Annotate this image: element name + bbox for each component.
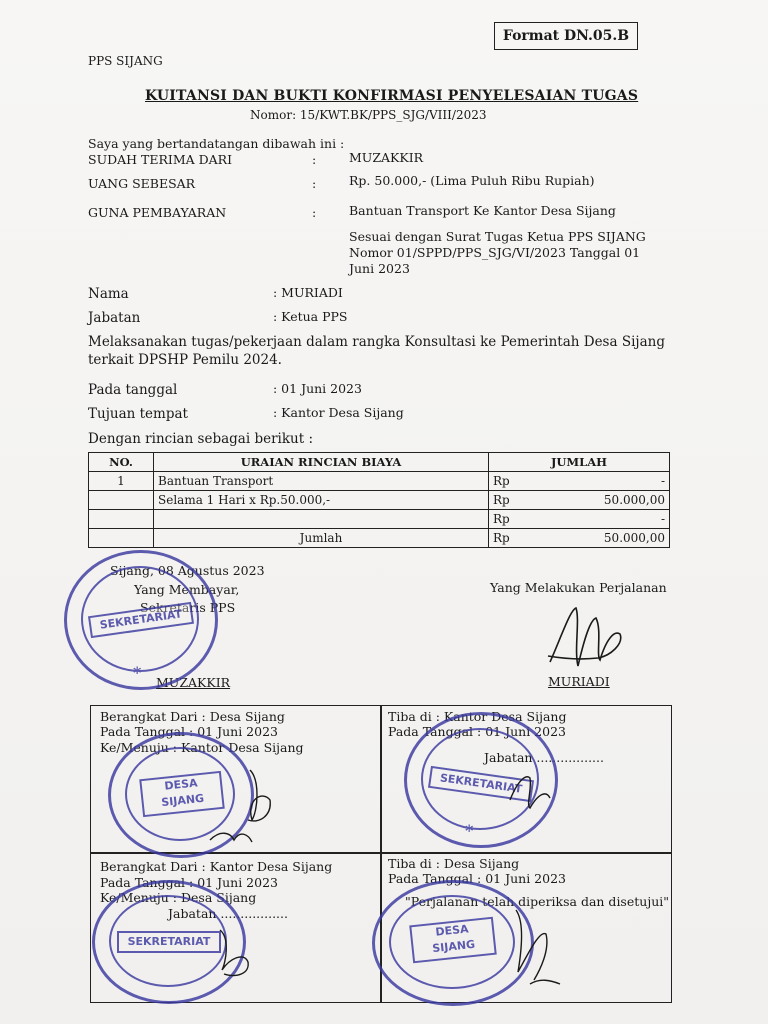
receipt-note-line: Juni 2023 [349,261,410,276]
receipt-label-from: SUDAH TERIMA DARI [88,152,233,167]
travel-q3-line: Jabatan ................. [168,906,288,921]
travel-q3-line: Pada Tanggal : 01 Juni 2023 [100,875,278,890]
stamp-label: SEKRETARIAT [88,602,194,638]
person-position-label: Jabatan [88,310,141,326]
travel-q2-line: Pada Tanggal : 01 Juni 2023 [388,724,566,739]
table-cell-description: Bantuan Transport [154,472,489,491]
receipt-colon: : [312,176,317,191]
stamp-sekretariat [64,550,218,690]
receipt-value-amount: Rp. 50.000,- (Lima Puluh Ribu Rupiah) [349,173,595,188]
travel-q3-line: Ke/Menuju : Desa Sijang [100,890,257,905]
signature-date: Sijang, 08 Agustus 2023 [110,563,265,578]
document-number: Nomor: 15/KWT.BK/PPS_SJG/VIII/2023 [250,108,487,122]
table-total-label: Jumlah [154,529,489,548]
table-row [89,510,670,529]
table-cell-amount: - [514,472,670,491]
stamp-label: SIJANG [160,791,205,810]
table-cell-no [89,491,154,510]
table-header-amount: JUMLAH [489,453,670,472]
receipt-value-purpose: Bantuan Transport Ke Kantor Desa Sijang [349,203,616,218]
table-cell-amount: - [514,510,670,529]
stamp-label: SEKRETARIAT [428,766,534,802]
travel-q3-signature [200,918,270,988]
traveler-name: MURIADI [548,674,610,689]
table-header-description: URAIAN RINCIAN BIAYA [154,453,489,472]
cost-details-intro: Dengan rincian sebagai berikut : [88,431,314,447]
receipt-colon: : [312,205,317,220]
stamp-label: DESA [434,922,470,939]
task-destination-label: Tujuan tempat [88,406,188,422]
table-cell-currency: Rp [489,472,514,491]
table-cell-no [89,510,154,529]
table-total-currency: Rp [489,529,514,548]
payer-role: Yang Membayar, [134,582,240,597]
stamp-star-icon: * [465,821,474,840]
travel-q1-signature [200,760,280,850]
person-name-label: Nama [88,286,129,302]
travel-q2-line: Tiba di : Kantor Desa Sijang [388,709,567,724]
traveler-signature [540,600,630,675]
receipt-label-purpose: GUNA PEMBAYARAN [88,205,227,220]
table-cell-no: 1 [89,472,154,491]
receipt-note-line: Nomor 01/SPPD/PPS_SJG/VI/2023 Tanggal 01 [349,245,641,260]
travel-q4-line: "Perjalanan telah diperiksa dan disetujui" [405,894,669,909]
travel-q4-signature [500,900,570,992]
table-cell-description [154,510,489,529]
travel-q2-signature [500,760,560,820]
table-row [89,491,670,510]
receipt-label-amount: UANG SEBESAR [88,176,196,191]
stamp-label: SIJANG [431,937,476,956]
document-title: KUITANSI DAN BUKTI KONFIRMASI PENYELESAIAN TUGAS [145,88,639,104]
table-cell-description: Selama 1 Hari x Rp.50.000,- [154,491,489,510]
travel-q3-line: Berangkat Dari : Kantor Desa Sijang [100,859,333,874]
travel-q1-line: Pada Tanggal : 01 Juni 2023 [100,724,278,739]
task-description-line: terkait DPSHP Pemilu 2024. [88,352,282,368]
table-total-amount: 50.000,00 [514,529,670,548]
table-total-row [89,529,670,548]
table-cell-no [89,529,154,548]
travel-q1-line: Ke/Menuju : Kantor Desa Sijang [100,740,304,755]
travel-q4-line: Tiba di : Desa Sijang [388,856,520,871]
format-label: Format DN.05.B [494,22,638,50]
table-header-no: NO. [89,453,154,472]
stamp-label: DESA [163,776,199,793]
person-position-value: : Ketua PPS [273,309,348,324]
table-cell-amount: 50.000,00 [514,491,670,510]
table-row [89,472,670,491]
table-cell-currency: Rp [489,491,514,510]
travel-q1-line: Berangkat Dari : Desa Sijang [100,709,285,724]
payer-name: MUZAKKIR [156,675,231,690]
receipt-intro: Saya yang bertandatangan dibawah ini : [88,136,345,151]
receipt-colon: : [312,152,317,167]
table-cell-currency: Rp [489,510,514,529]
receipt-note-line: Sesuai dengan Surat Tugas Ketua PPS SIJANG [349,229,646,244]
task-description-line: Melaksanakan tugas/pekerjaan dalam rangka Konsultasi ke Pemerintah Desa Sijang [88,334,665,350]
person-name-value: : MURIADI [273,285,343,300]
stamp-label: SEKRETARIAT [117,931,221,953]
receipt-value-from: MUZAKKIR [349,150,424,165]
organization-name: PPS SIJANG [88,54,163,68]
table-header-row [89,453,670,472]
task-destination-value: : Kantor Desa Sijang [273,405,404,420]
travel-q2-line: Jabatan ................. [484,750,604,765]
travel-q4-line: Pada Tanggal : 01 Juni 2023 [388,871,566,886]
task-date-value: : 01 Juni 2023 [273,381,362,396]
payer-title: Sekretaris PPS [140,600,236,615]
cost-table [88,452,670,548]
stamp-star-icon: * [133,663,142,682]
traveler-role: Yang Melakukan Perjalanan [490,580,667,595]
task-date-label: Pada tanggal [88,382,178,398]
